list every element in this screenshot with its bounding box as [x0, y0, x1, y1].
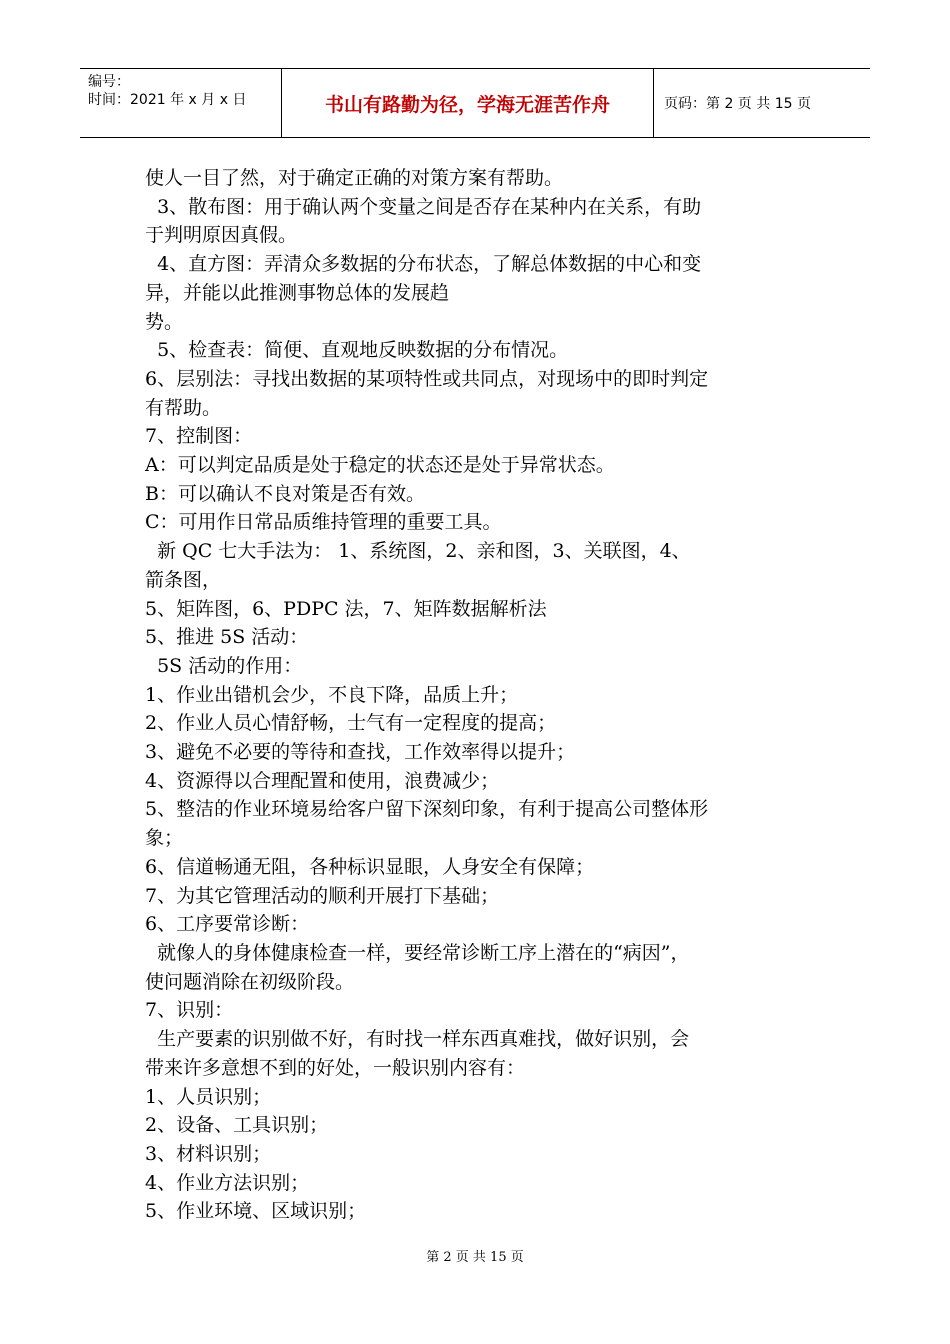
document-body	[145, 164, 815, 1226]
body-line: 就像人的身体健康检查一样，要经常诊断工序上潜在的“病因”，	[145, 941, 690, 964]
body-line: 3、避免不必要的等待和查找，工作效率得以提升；	[145, 741, 576, 764]
body-line: 于判明原因真假。	[145, 224, 298, 247]
body-line: 带来许多意想不到的好处，一般识别内容有：	[145, 1056, 526, 1079]
body-line: A：可以判定品质是处于稳定的状态还是处于异常状态。	[145, 454, 615, 477]
body-line: 5、作业环境、区域识别；	[145, 1200, 367, 1223]
body-line: 4、作业方法识别；	[145, 1171, 310, 1194]
body-line: 2、作业人员心情舒畅，士气有一定程度的提高；	[145, 712, 557, 735]
header-motto: 书山有路勤为径，学海无涯苦作舟	[282, 69, 654, 137]
body-line: 6、工序要常诊断：	[145, 913, 310, 936]
body-line: 7、为其它管理活动的顺利开展打下基础；	[145, 884, 500, 907]
header-meta	[80, 69, 282, 137]
body-line: 7、识别：	[145, 999, 234, 1022]
body-line: 1、作业出错机会少，不良下降，品质上升；	[145, 683, 519, 706]
body-line: 4、资源得以合理配置和使用，浪费减少；	[145, 769, 500, 792]
body-line: 异，并能以此推测事物总体的发展趋	[145, 281, 450, 304]
body-line: 使人一目了然，对于确定正确的对策方案有帮助。	[145, 167, 564, 189]
body-line: 箭条图，	[145, 568, 222, 591]
document-number-label: 编号：	[88, 74, 130, 90]
body-line: 有帮助。	[145, 396, 222, 419]
body-line: 4、直方图：弄清众多数据的分布状态，了解总体数据的中心和变	[145, 253, 702, 276]
body-line: 5、整洁的作业环境易给客户留下深刻印象，有利于提高公司整体形	[145, 798, 709, 821]
body-line: B：可以确认不良对策是否有效。	[145, 482, 425, 505]
body-line: 3、材料识别；	[145, 1142, 272, 1165]
body-line: 7、控制图：	[145, 425, 253, 448]
page-header	[80, 68, 870, 138]
body-line: C：可用作日常品质维持管理的重要工具。	[145, 511, 502, 534]
page-footer: 第 2 页 共 15 页	[426, 1250, 524, 1265]
body-line: 3、散布图：用于确认两个变量之间是否存在某种内在关系，有助	[145, 195, 702, 218]
body-line: 5、推进 5S 活动：	[145, 626, 309, 649]
body-line: 势。	[145, 310, 184, 333]
body-line: 新 QC 七大手法为： 1、系统图，2、亲和图，3、关联图，4、	[145, 540, 691, 563]
body-line: 5、矩阵图，6、PDPC 法，7、矩阵数据解析法	[145, 597, 547, 620]
body-line: 5、检查表：简便、直观地反映数据的分布情况。	[145, 339, 569, 362]
document-date: 时间：2021 年 x 月 x 日	[88, 92, 247, 108]
body-line: 使问题消除在初级阶段。	[145, 970, 355, 993]
body-line: 6、信道畅通无阻，各种标识显眼，人身安全有保障；	[145, 855, 595, 878]
body-line: 2、设备、工具识别；	[145, 1114, 329, 1137]
body-line: 象；	[145, 827, 184, 850]
body-line: 5S 活动的作用：	[145, 654, 303, 677]
body-line: 生产要素的识别做不好，有时找一样东西真难找，做好识别，会	[145, 1028, 690, 1051]
body-line: 6、层别法：寻找出数据的某项特性或共同点，对现场中的即时判定	[145, 367, 709, 390]
header-page-info: 页码：第 2 页 共 15 页	[664, 96, 811, 112]
body-line: 1、人员识别；	[145, 1085, 272, 1108]
